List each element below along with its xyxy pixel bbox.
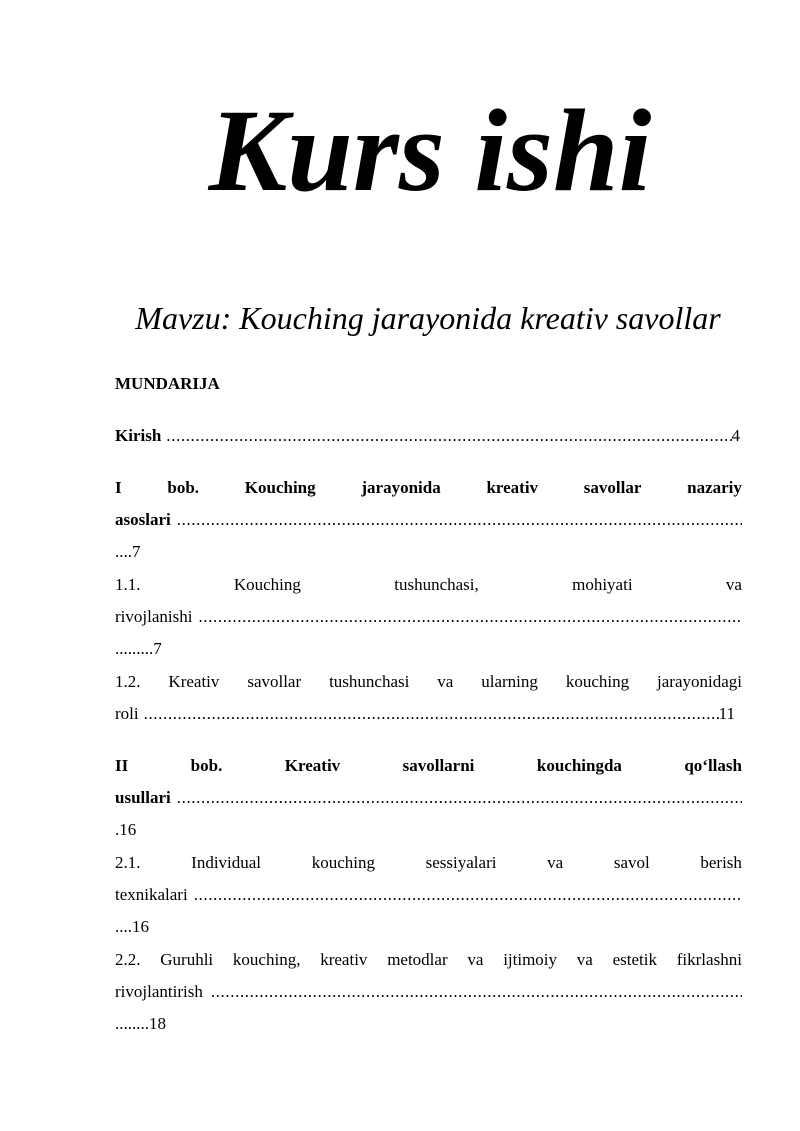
toc-word: Individual (191, 853, 262, 872)
toc-leader-dots (177, 786, 742, 810)
document-subtitle: Mavzu: Kouching jarayonida kreativ savollar (135, 300, 721, 336)
toc-entry-chapter-2-line2 (115, 786, 742, 810)
toc-word: ularning (481, 672, 538, 691)
toc-entry-section-1-1[interactable] (115, 573, 742, 597)
toc-entry-kirish[interactable] (115, 424, 740, 448)
toc-page-number: 11 (718, 704, 735, 723)
toc-word: ijtimoiy (503, 950, 558, 969)
document-title: Kurs ishi (208, 85, 652, 216)
toc-word: kouching (311, 853, 375, 872)
toc-word: kouching, (232, 950, 301, 969)
toc-word: savollar (583, 478, 642, 497)
toc-word: Kreativ (284, 756, 341, 775)
toc-entry-section-1-2[interactable] (115, 670, 742, 694)
toc-leader-dots (194, 883, 742, 907)
toc-word: kouching (565, 672, 630, 691)
toc-word: kreativ (320, 950, 368, 969)
toc-entry-section-1-2-line2 (115, 702, 735, 726)
toc-page-number: 4 (731, 426, 740, 445)
toc-word: bob. (167, 478, 200, 497)
toc-page-number: ....16 (115, 917, 149, 936)
toc-word: 2.2. (115, 950, 141, 969)
toc-word: Guruhli (160, 950, 214, 969)
toc-word: va (467, 950, 484, 969)
toc-entry-label: rivojlanishi (115, 607, 193, 626)
toc-word: savollar (247, 672, 302, 691)
toc-leader-dots (166, 424, 731, 448)
toc-word: qo‘llash (684, 756, 742, 775)
toc-leader-dots (177, 508, 742, 532)
toc-word: fikrlashni (676, 950, 742, 969)
toc-word: savollarni (402, 756, 475, 775)
toc-entry-section-2-1-line2 (115, 883, 742, 907)
toc-word: Kouching (244, 478, 316, 497)
toc-page-number: .16 (115, 820, 137, 839)
toc-word: jarayonida (361, 478, 441, 497)
toc-word: jarayonidagi (657, 672, 742, 691)
toc-word: 2.1. (115, 853, 141, 872)
toc-entry-chapter-2[interactable] (115, 754, 742, 778)
toc-entry-section-2-2[interactable] (115, 948, 742, 972)
toc-word: bob. (190, 756, 223, 775)
toc-entry-label: usullari (115, 788, 171, 807)
toc-entry-label: asoslari (115, 510, 171, 529)
toc-word: sessiyalari (425, 853, 497, 872)
toc-entry-chapter-1[interactable] (115, 476, 742, 500)
toc-entry-section-1-1-line2 (115, 605, 742, 629)
toc-leader-dots (198, 605, 742, 629)
toc-entry-chapter-1-line2 (115, 508, 742, 532)
toc-word: savol (613, 853, 650, 872)
toc-word: va (547, 853, 564, 872)
toc-word: Kouching (233, 575, 301, 594)
toc-word: berish (700, 853, 742, 872)
toc-entry-label: rivojlantirish (115, 982, 203, 1001)
toc-word: kreativ (486, 478, 539, 497)
toc-word: I (115, 478, 122, 497)
toc-word: 1.2. (115, 672, 141, 691)
toc-leader-dots (144, 702, 719, 726)
toc-word: va (725, 575, 742, 594)
toc-word: estetik (612, 950, 657, 969)
toc-word: va (576, 950, 593, 969)
toc-word: Kreativ (168, 672, 220, 691)
toc-entry-label: roli (115, 704, 139, 723)
toc-word: tushunchasi (329, 672, 410, 691)
toc-word: 1.1. (115, 575, 141, 594)
toc-page-number: .........7 (115, 639, 162, 658)
toc-entry-label: Kirish (115, 426, 162, 445)
toc-entry-section-2-2-line2 (115, 980, 742, 1004)
toc-word: nazariy (687, 478, 742, 497)
toc-word: II (115, 756, 129, 775)
toc-word: metodlar (387, 950, 448, 969)
toc-word: va (437, 672, 454, 691)
toc-leader-dots (211, 980, 742, 1004)
toc-word: kouchingda (536, 756, 622, 775)
toc-entry-label: texnikalari (115, 885, 188, 904)
toc-word: tushunchasi, (394, 575, 479, 594)
toc-entry-section-2-1[interactable] (115, 851, 742, 875)
toc-word: mohiyati (572, 575, 633, 594)
toc-page-number: ....7 (115, 542, 141, 561)
toc-page-number: ........18 (115, 1014, 166, 1033)
toc-heading: MUNDARIJA (115, 374, 220, 393)
